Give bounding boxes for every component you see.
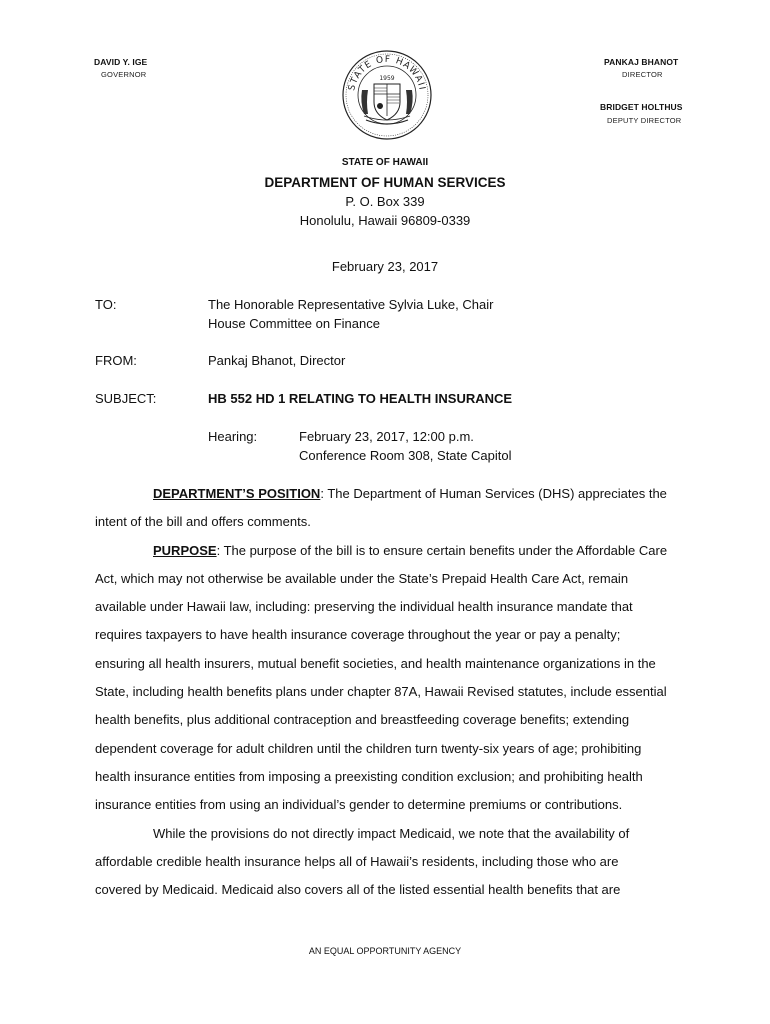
position-line-1: DEPARTMENT’S POSITION: The Department of Human Services (DHS) appreciates the <box>153 486 667 501</box>
purpose-line-3: available under Hawaii law, including: preserving the individual health insurance mandate that <box>95 599 633 615</box>
purpose-line-5: ensuring all health insurers, mutual benefit societies, and health maintenance organizations in the <box>95 655 656 671</box>
seal-year: 1959 <box>379 75 395 82</box>
agency-po-box: P. O. Box 339 <box>345 194 425 209</box>
purpose-heading: PURPOSE <box>153 542 217 558</box>
hearing-label: Hearing: <box>208 429 258 444</box>
state-seal-icon <box>342 50 432 140</box>
from-label: FROM: <box>95 353 137 368</box>
hearing-line-1: February 23, 2017, 12:00 p.m. <box>299 429 474 444</box>
purpose-line-8: dependent coverage for adult children until the children turn twenty-six years of age; prohibiting <box>95 740 642 756</box>
memo-body <box>95 480 685 904</box>
purpose-line-9: health insurance entities from imposing a preexisting condition exclusion; and prohibiting health <box>95 768 643 784</box>
purpose-line-4: requires taxpayers to have health insurance coverage throughout the year or pay a penalty; <box>95 627 621 643</box>
director-name: PANKAJ BHANOT <box>604 57 679 67</box>
purpose-line-2: Act, which may not otherwise be available under the State’s Prepaid Health Care Act, remain <box>95 570 629 586</box>
agency-department: DEPARTMENT OF HUMAN SERVICES <box>264 175 506 190</box>
hearing-line-2: Conference Room 308, State Capitol <box>299 448 512 463</box>
governor-name: DAVID Y. IGE <box>94 57 148 67</box>
purpose-line-6: State, including health benefits plans under chapter 87A, Hawaii Revised statutes, include essential <box>95 684 667 700</box>
position-line-2: intent of the bill and offers comments. <box>95 514 311 530</box>
from-value: Pankaj Bhanot, Director <box>208 353 346 368</box>
position-heading: DEPARTMENT’S POSITION <box>153 486 321 501</box>
seal-lettering: STATE OF HAWAII <box>347 54 427 92</box>
footer-text: AN EQUAL OPPORTUNITY AGENCY <box>308 946 462 956</box>
governor-title: GOVERNOR <box>101 70 147 79</box>
deputy-director-name: BRIDGET HOLTHUS <box>600 102 683 112</box>
purpose-line-1: PURPOSE: The purpose of the bill is to ensure certain benefits under the Affordable Care <box>153 542 668 558</box>
to-line-2: House Committee on Finance <box>208 316 380 331</box>
medicaid-line-3: covered by Medicaid. Medicaid also covers all of the listed essential health benefits that are <box>95 882 621 898</box>
agency-city: Honolulu, Hawaii 96809-0339 <box>299 213 471 228</box>
director-title: DIRECTOR <box>622 70 663 79</box>
subject-label: SUBJECT: <box>95 391 157 406</box>
agency-state: STATE OF HAWAII <box>341 157 429 168</box>
medicaid-line-1: While the provisions do not directly impact Medicaid, we note that the availability of <box>153 825 630 841</box>
to-label: TO: <box>95 297 117 312</box>
purpose-line-7: health benefits, plus additional contraception and breastfeeding coverage benefits; extending <box>95 712 630 728</box>
medicaid-line-2: affordable credible health insurance helps all of Hawaii’s residents, including those who are <box>95 853 619 869</box>
memo-date: February 23, 2017 <box>331 259 439 274</box>
deputy-director-title: DEPUTY DIRECTOR <box>607 116 682 125</box>
purpose-line-10: insurance entities from using an individual’s gender to determine premiums or contributions. <box>95 797 623 813</box>
subject-value: HB 552 HD 1 RELATING TO HEALTH INSURANCE <box>208 391 513 406</box>
state-seal <box>342 50 432 140</box>
to-line-1: The Honorable Representative Sylvia Luke, Chair <box>208 297 494 312</box>
